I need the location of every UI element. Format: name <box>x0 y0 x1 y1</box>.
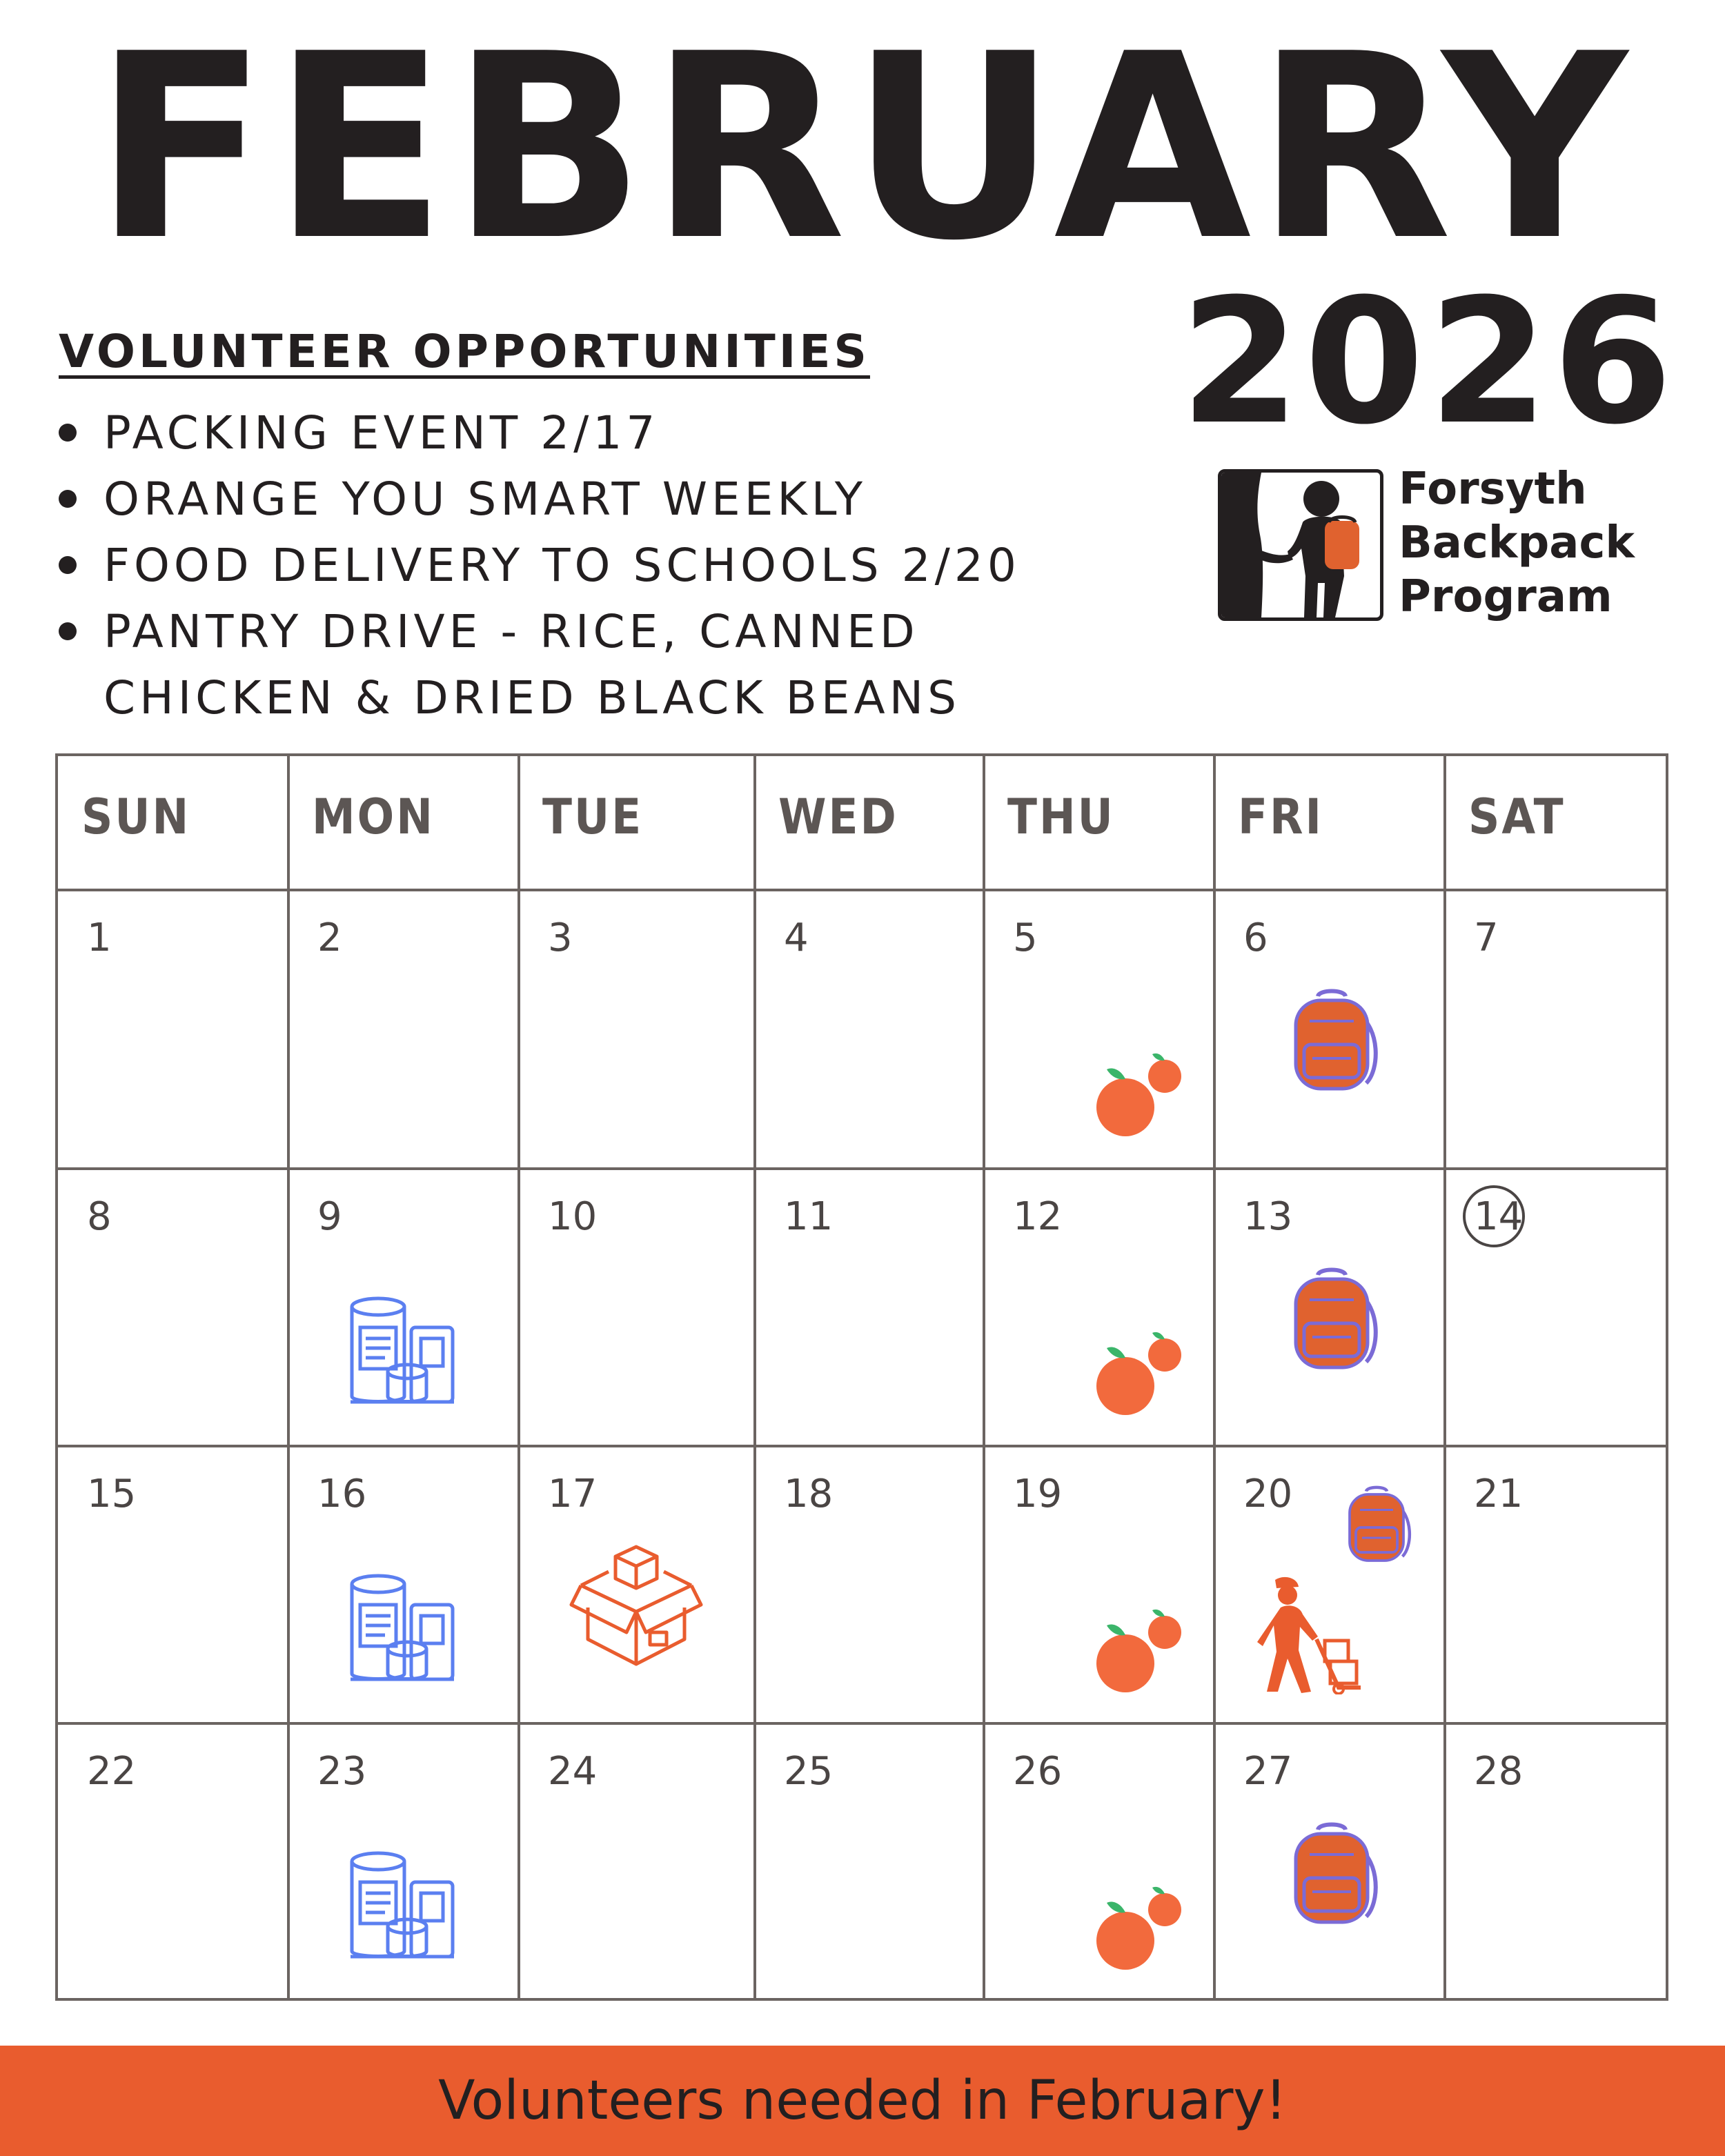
day-number: 14 <box>1474 1194 1524 1239</box>
circled-day-marker <box>1463 1185 1525 1247</box>
grid-line-vertical <box>287 756 290 1998</box>
grid-line-vertical <box>1213 756 1216 1998</box>
year-title: 2026 <box>1180 261 1677 462</box>
opportunity-text: ORANGE YOU SMART WEEKLY <box>103 473 867 526</box>
weekday-header-wed: WED <box>778 789 898 845</box>
day-number: 11 <box>784 1194 834 1239</box>
grid-line-horizontal <box>58 889 1666 891</box>
grid-line-horizontal <box>58 1445 1666 1447</box>
day-number: 21 <box>1474 1472 1524 1516</box>
grid-line-vertical <box>753 756 756 1998</box>
weekday-header-sat: SAT <box>1468 789 1566 845</box>
grid-line-vertical <box>1443 756 1446 1998</box>
canned-food-icon <box>344 1570 461 1690</box>
day-number: 22 <box>87 1749 137 1794</box>
opportunity-item <box>52 533 1190 599</box>
weekday-header-mon: MON <box>312 789 435 845</box>
logo-text <box>1399 462 1635 624</box>
day-number: 6 <box>1243 916 1268 960</box>
weekday-header-thu: THU <box>1007 789 1115 845</box>
canned-food-icon <box>344 1293 461 1413</box>
oranges-icon <box>1087 1598 1191 1704</box>
day-number: 20 <box>1243 1472 1293 1516</box>
bullet-icon <box>59 424 77 442</box>
oranges-icon <box>1087 1321 1191 1427</box>
day-number: 3 <box>548 916 573 960</box>
footer-text: Volunteers needed in February! <box>438 2070 1287 2132</box>
day-number: 17 <box>548 1472 598 1516</box>
day-number: 9 <box>317 1194 342 1239</box>
backpack-icon <box>1335 1484 1418 1570</box>
logo-image <box>1218 469 1383 621</box>
opportunity-item <box>52 466 1190 533</box>
bullet-icon <box>59 556 77 574</box>
delivery-person-icon <box>1242 1570 1366 1697</box>
opportunity-text: PACKING EVENT 2/17 <box>103 406 660 459</box>
day-number: 27 <box>1243 1749 1293 1794</box>
footer-banner <box>0 2046 1725 2156</box>
backpack-icon <box>1276 1265 1387 1378</box>
day-number: 25 <box>784 1749 834 1794</box>
opportunities-list <box>52 400 1190 731</box>
weekday-header-sun: SUN <box>81 789 191 845</box>
backpack-icon <box>1276 1820 1387 1933</box>
weekday-header-tue: TUE <box>542 789 644 845</box>
logo-line: Backpack <box>1399 517 1635 568</box>
day-number: 15 <box>87 1472 137 1516</box>
day-number: 8 <box>87 1194 112 1239</box>
day-number: 16 <box>317 1472 367 1516</box>
opportunity-text: FOOD DELIVERY TO SCHOOLS 2/20 <box>103 539 1021 592</box>
calendar-grid <box>55 753 1668 2001</box>
day-number: 19 <box>1013 1472 1063 1516</box>
logo-line: Forsyth <box>1399 464 1587 515</box>
day-number: 2 <box>317 916 342 960</box>
day-number: 18 <box>784 1472 834 1516</box>
opportunity-item <box>52 599 1190 731</box>
backpack-icon <box>1276 987 1387 1100</box>
adult-child-silhouette-icon <box>1221 473 1380 617</box>
day-number: 5 <box>1013 916 1038 960</box>
logo-line: Program <box>1399 571 1613 622</box>
canned-food-icon <box>344 1848 461 1968</box>
grid-line-horizontal <box>58 1722 1666 1725</box>
day-number: 24 <box>548 1749 598 1794</box>
day-number: 1 <box>87 916 112 960</box>
day-number: 26 <box>1013 1749 1063 1794</box>
day-number: 13 <box>1243 1194 1293 1239</box>
grid-line-vertical <box>518 756 520 1998</box>
oranges-icon <box>1087 1042 1191 1148</box>
forsyth-backpack-logo <box>1218 462 1673 628</box>
opportunities-heading: VOLUNTEER OPPORTUNITIES <box>59 325 870 378</box>
day-number: 7 <box>1474 916 1499 960</box>
bullet-icon <box>59 490 77 508</box>
month-title: FEBRUARY <box>93 0 1632 297</box>
day-number: 28 <box>1474 1749 1524 1794</box>
day-number: 4 <box>784 916 809 960</box>
day-number: 12 <box>1013 1194 1063 1239</box>
oranges-icon <box>1087 1875 1191 1981</box>
weekday-header-fri: FRI <box>1238 789 1323 845</box>
bullet-icon <box>59 622 77 640</box>
grid-line-horizontal <box>58 1167 1666 1170</box>
opportunity-item <box>52 400 1190 466</box>
opportunity-text-continued: CHICKEN & DRIED BLACK BEANS <box>103 671 960 724</box>
opportunity-text: PANTRY DRIVE - RICE, CANNED <box>103 605 919 658</box>
day-number: 23 <box>317 1749 367 1794</box>
grid-line-vertical <box>983 756 985 1998</box>
day-number: 10 <box>548 1194 598 1239</box>
box-icon <box>567 1536 705 1677</box>
